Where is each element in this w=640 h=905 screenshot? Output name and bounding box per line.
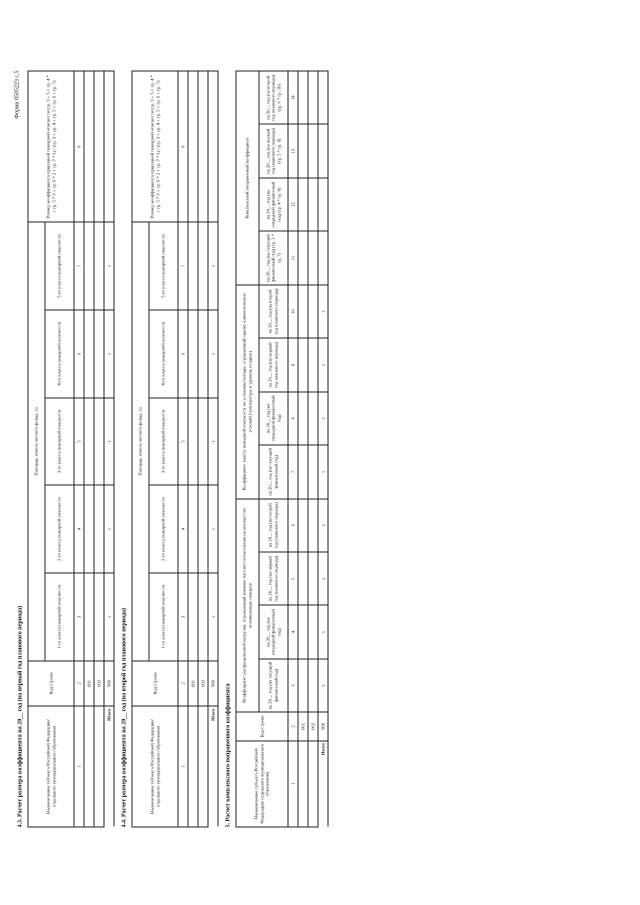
x-mark: x [104, 222, 114, 310]
header-name: Наименование субъекта Российской Федерации/ отдельного муниципального образования [28, 706, 74, 827]
cell[interactable] [298, 124, 308, 177]
cell[interactable] [188, 706, 198, 827]
cell[interactable] [318, 231, 328, 284]
header-year: на 20__ год (на первый год планового периода) [259, 551, 288, 604]
x-mark: x [318, 338, 328, 391]
col-num: 5 [178, 397, 188, 485]
cell[interactable] [308, 740, 318, 826]
cell[interactable] [94, 706, 104, 827]
cell[interactable] [298, 177, 308, 230]
col-num: 4 [288, 605, 298, 658]
header-year: на 20__ год (на текущий финансовый год) (гр. 3 * гр. 7) [259, 231, 288, 284]
header-year: на 20__ год (на очередной финансовый год) [259, 391, 288, 444]
col-num: 4 [178, 485, 188, 573]
col-num: 1 [74, 706, 84, 827]
header-year: на 20__ год (на очередной финансовый год) [259, 605, 288, 658]
cell[interactable] [318, 71, 328, 124]
cell[interactable] [298, 338, 308, 391]
cell[interactable] [94, 222, 104, 310]
cell[interactable] [308, 284, 318, 337]
header-class-3: 3-го класса пожарной опасности [149, 397, 178, 485]
header-year: на 20__ год (на второй год планового периода) [259, 284, 288, 337]
col-num: 2 [74, 660, 84, 705]
cell[interactable] [308, 498, 318, 551]
header-class-2: 2-го класса пожарной опасности [45, 485, 74, 573]
cell[interactable] [188, 222, 198, 310]
cell[interactable] [308, 177, 318, 230]
col-num: 3 [178, 573, 188, 661]
section-4-3-title: 4.3. Расчет размера коэффициента на 20__ год (на первый год планового периода) [17, 605, 23, 827]
total-code: 900 [318, 712, 328, 740]
x-mark: x [104, 485, 114, 573]
cell[interactable] [104, 71, 114, 222]
col-num: 5 [74, 397, 84, 485]
cell[interactable] [298, 658, 308, 711]
header-name: Наименование субъекта Российской Федерации/ отдельного муниципального образования [236, 740, 288, 826]
col-num: 2 [288, 712, 298, 740]
total-row [208, 71, 218, 827]
cell[interactable] [318, 124, 328, 177]
row-code: 002 [94, 660, 104, 705]
header-class-5: 5-го класса пожарной опасности [45, 222, 74, 310]
header-year: на 20__ год (на текущий финансовый год) [259, 658, 288, 711]
header-load-coefficient: Коэффициент распределенной нагрузки, отражающий влияние плотности населения на количество возникающих пожаров [236, 498, 259, 712]
cell[interactable] [198, 309, 208, 397]
cell[interactable] [198, 573, 208, 661]
column-number-row [288, 71, 298, 827]
header-class-4: 4-го класса пожарной опасности [149, 309, 178, 397]
row-code: 001 [298, 712, 308, 740]
cell[interactable] [308, 231, 318, 284]
col-num: 11 [288, 231, 298, 284]
header-area-group: Площадь земель лесного фонда, га [132, 222, 149, 660]
cell[interactable] [308, 71, 318, 124]
total-label: Итого [104, 706, 114, 827]
row-code: 001 [84, 660, 94, 705]
row-code: 002 [198, 660, 208, 705]
header-class-1: 1-го класса пожарной опасности [149, 573, 178, 661]
x-mark: x [318, 658, 328, 711]
col-num: 10 [288, 284, 298, 337]
cell[interactable] [188, 485, 198, 573]
header-class-1: 1-го класса пожарной опасности [45, 573, 74, 661]
x-mark: x [104, 309, 114, 397]
cell[interactable] [94, 573, 104, 661]
cell[interactable] [94, 485, 104, 573]
table-5 [235, 70, 328, 827]
header-area-group: Площадь земель лесного фонда, га [28, 222, 45, 660]
header-code: Код строки [236, 712, 288, 740]
col-num: 6 [74, 309, 84, 397]
col-num: 2 [178, 660, 188, 705]
header-complex-coefficient: Комплексный поправочный коэффициент [236, 71, 259, 285]
x-mark: x [318, 498, 328, 551]
cell[interactable] [188, 309, 198, 397]
x-mark: x [318, 551, 328, 604]
col-num: 8 [288, 391, 298, 444]
table-row [84, 71, 94, 827]
total-label: Итого [318, 740, 328, 826]
cell[interactable] [298, 740, 308, 826]
cell[interactable] [308, 391, 318, 444]
table-row [94, 71, 104, 827]
cell[interactable] [84, 71, 94, 222]
cell[interactable] [298, 391, 308, 444]
cell[interactable] [198, 485, 208, 573]
section-5-title: 5. Расчет комплексного поправочного коэффициента [225, 682, 231, 827]
total-code: 900 [208, 660, 218, 705]
col-num: 12 [288, 177, 298, 230]
cell[interactable] [188, 573, 198, 661]
header-weather-coefficient: Коэффициент класса пожарной опасности по условиям погоды, отражающий оценку климатических условий (температура и уровень осадков) [236, 284, 259, 498]
cell[interactable] [198, 222, 208, 310]
col-num: 1 [288, 740, 298, 826]
header-year: на 20__ год (на первый год планового периода) (гр. 5 * гр. 9) [259, 124, 288, 177]
col-num: 7 [178, 222, 188, 310]
table-4-4 [131, 70, 218, 827]
row-code: 001 [188, 660, 198, 705]
column-number-row [178, 71, 188, 827]
cell[interactable] [188, 397, 198, 485]
x-mark: x [208, 309, 218, 397]
header-name: Наименование субъекта Российской Федерации/ отдельного муниципального образования [132, 706, 178, 827]
col-num: 14 [288, 71, 298, 124]
table-row [188, 71, 198, 827]
header-coefficient-size: Размер коэффициента природной пожарной опасности (гр. 3 + 5 × гр. 4 * + гр. 5 * 3 + гр. 6 * 2 + гр. 7 * 1) / (гр. 3 + гр. 4 + гр. 5 + гр. 6 + гр. 7) [28, 71, 74, 222]
total-code: 900 [104, 660, 114, 705]
total-row [104, 71, 114, 827]
form-number-label: Форма 0505223 с.5 [14, 70, 20, 119]
header-class-5: 5-го класса пожарной опасности [149, 222, 178, 310]
col-num: 8 [178, 71, 188, 222]
col-num: 3 [74, 573, 84, 661]
cell[interactable] [84, 573, 94, 661]
col-num: 6 [288, 498, 298, 551]
header-class-3: 3-го класса пожарной опасности [45, 397, 74, 485]
cell[interactable] [84, 397, 94, 485]
cell[interactable] [198, 71, 208, 222]
cell[interactable] [84, 706, 94, 827]
col-num: 8 [74, 71, 84, 222]
header-year: на 20__ год (на второй год планового периода) (гр. 6 * гр. 10) [259, 71, 288, 124]
header-class-2: 2-го класса пожарной опасности [149, 485, 178, 573]
cell[interactable] [94, 397, 104, 485]
cell[interactable] [298, 498, 308, 551]
cell[interactable] [208, 71, 218, 222]
cell[interactable] [198, 397, 208, 485]
x-mark: x [318, 391, 328, 444]
cell[interactable] [84, 485, 94, 573]
cell[interactable] [308, 551, 318, 604]
cell[interactable] [298, 284, 308, 337]
cell[interactable] [308, 338, 318, 391]
cell[interactable] [298, 71, 308, 124]
header-year: на 20__ год (на первый год планового периода) [259, 338, 288, 391]
header-year: на 20__ год (на второй год планового периода) [259, 498, 288, 551]
cell[interactable] [298, 605, 308, 658]
x-mark: x [208, 222, 218, 310]
table-4-3 [27, 70, 114, 827]
cell[interactable] [318, 177, 328, 230]
cell[interactable] [188, 71, 198, 222]
x-mark: x [318, 284, 328, 337]
header-code: Код строки [132, 660, 178, 705]
x-mark: x [318, 605, 328, 658]
cell[interactable] [308, 445, 318, 498]
column-number-row [74, 71, 84, 827]
cell[interactable] [84, 222, 94, 310]
cell[interactable] [84, 309, 94, 397]
cell[interactable] [298, 445, 308, 498]
header-year: на 20__ год (на очередной финансовый год) (гр. 4 * гр. 8) [259, 177, 288, 230]
table-row [308, 71, 318, 827]
cell[interactable] [298, 551, 308, 604]
header-year: на 20__ год (на текущий финансовый год) [259, 445, 288, 498]
cell[interactable] [308, 124, 318, 177]
header-code: Код строки [28, 660, 74, 705]
x-mark: x [208, 397, 218, 485]
col-num: 6 [178, 309, 188, 397]
cell[interactable] [198, 706, 208, 827]
cell[interactable] [94, 309, 104, 397]
x-mark: x [318, 445, 328, 498]
col-num: 1 [178, 706, 188, 827]
table-row [298, 71, 308, 827]
table-row [198, 71, 208, 827]
x-mark: x [208, 485, 218, 573]
header-coefficient-size: Размер коэффициента природной пожарной опасности (гр. 3 + 5 × гр. 4 * + гр. 5 * 3 + гр. 6 * 2 + гр. 7 * 1) / (гр. 3 + гр. 4 + гр. 5 + гр. 6 + гр. 7) [132, 71, 178, 222]
x-mark: x [208, 573, 218, 661]
cell[interactable] [308, 658, 318, 711]
section-4-4-title: 4.4. Расчет размера коэффициента на 20__ год (на второй год планового периода) [121, 607, 127, 827]
cell[interactable] [94, 71, 104, 222]
cell[interactable] [298, 231, 308, 284]
col-num: 3 [288, 658, 298, 711]
col-num: 7 [74, 222, 84, 310]
total-row [318, 71, 328, 827]
x-mark: x [104, 573, 114, 661]
col-num: 13 [288, 124, 298, 177]
col-num: 7 [288, 445, 298, 498]
col-num: 9 [288, 338, 298, 391]
cell[interactable] [308, 605, 318, 658]
header-class-4: 4-го класса пожарной опасности [45, 309, 74, 397]
x-mark: x [104, 397, 114, 485]
row-code: 002 [308, 712, 318, 740]
col-num: 5 [288, 551, 298, 604]
col-num: 4 [74, 485, 84, 573]
total-label: Итого [208, 706, 218, 827]
